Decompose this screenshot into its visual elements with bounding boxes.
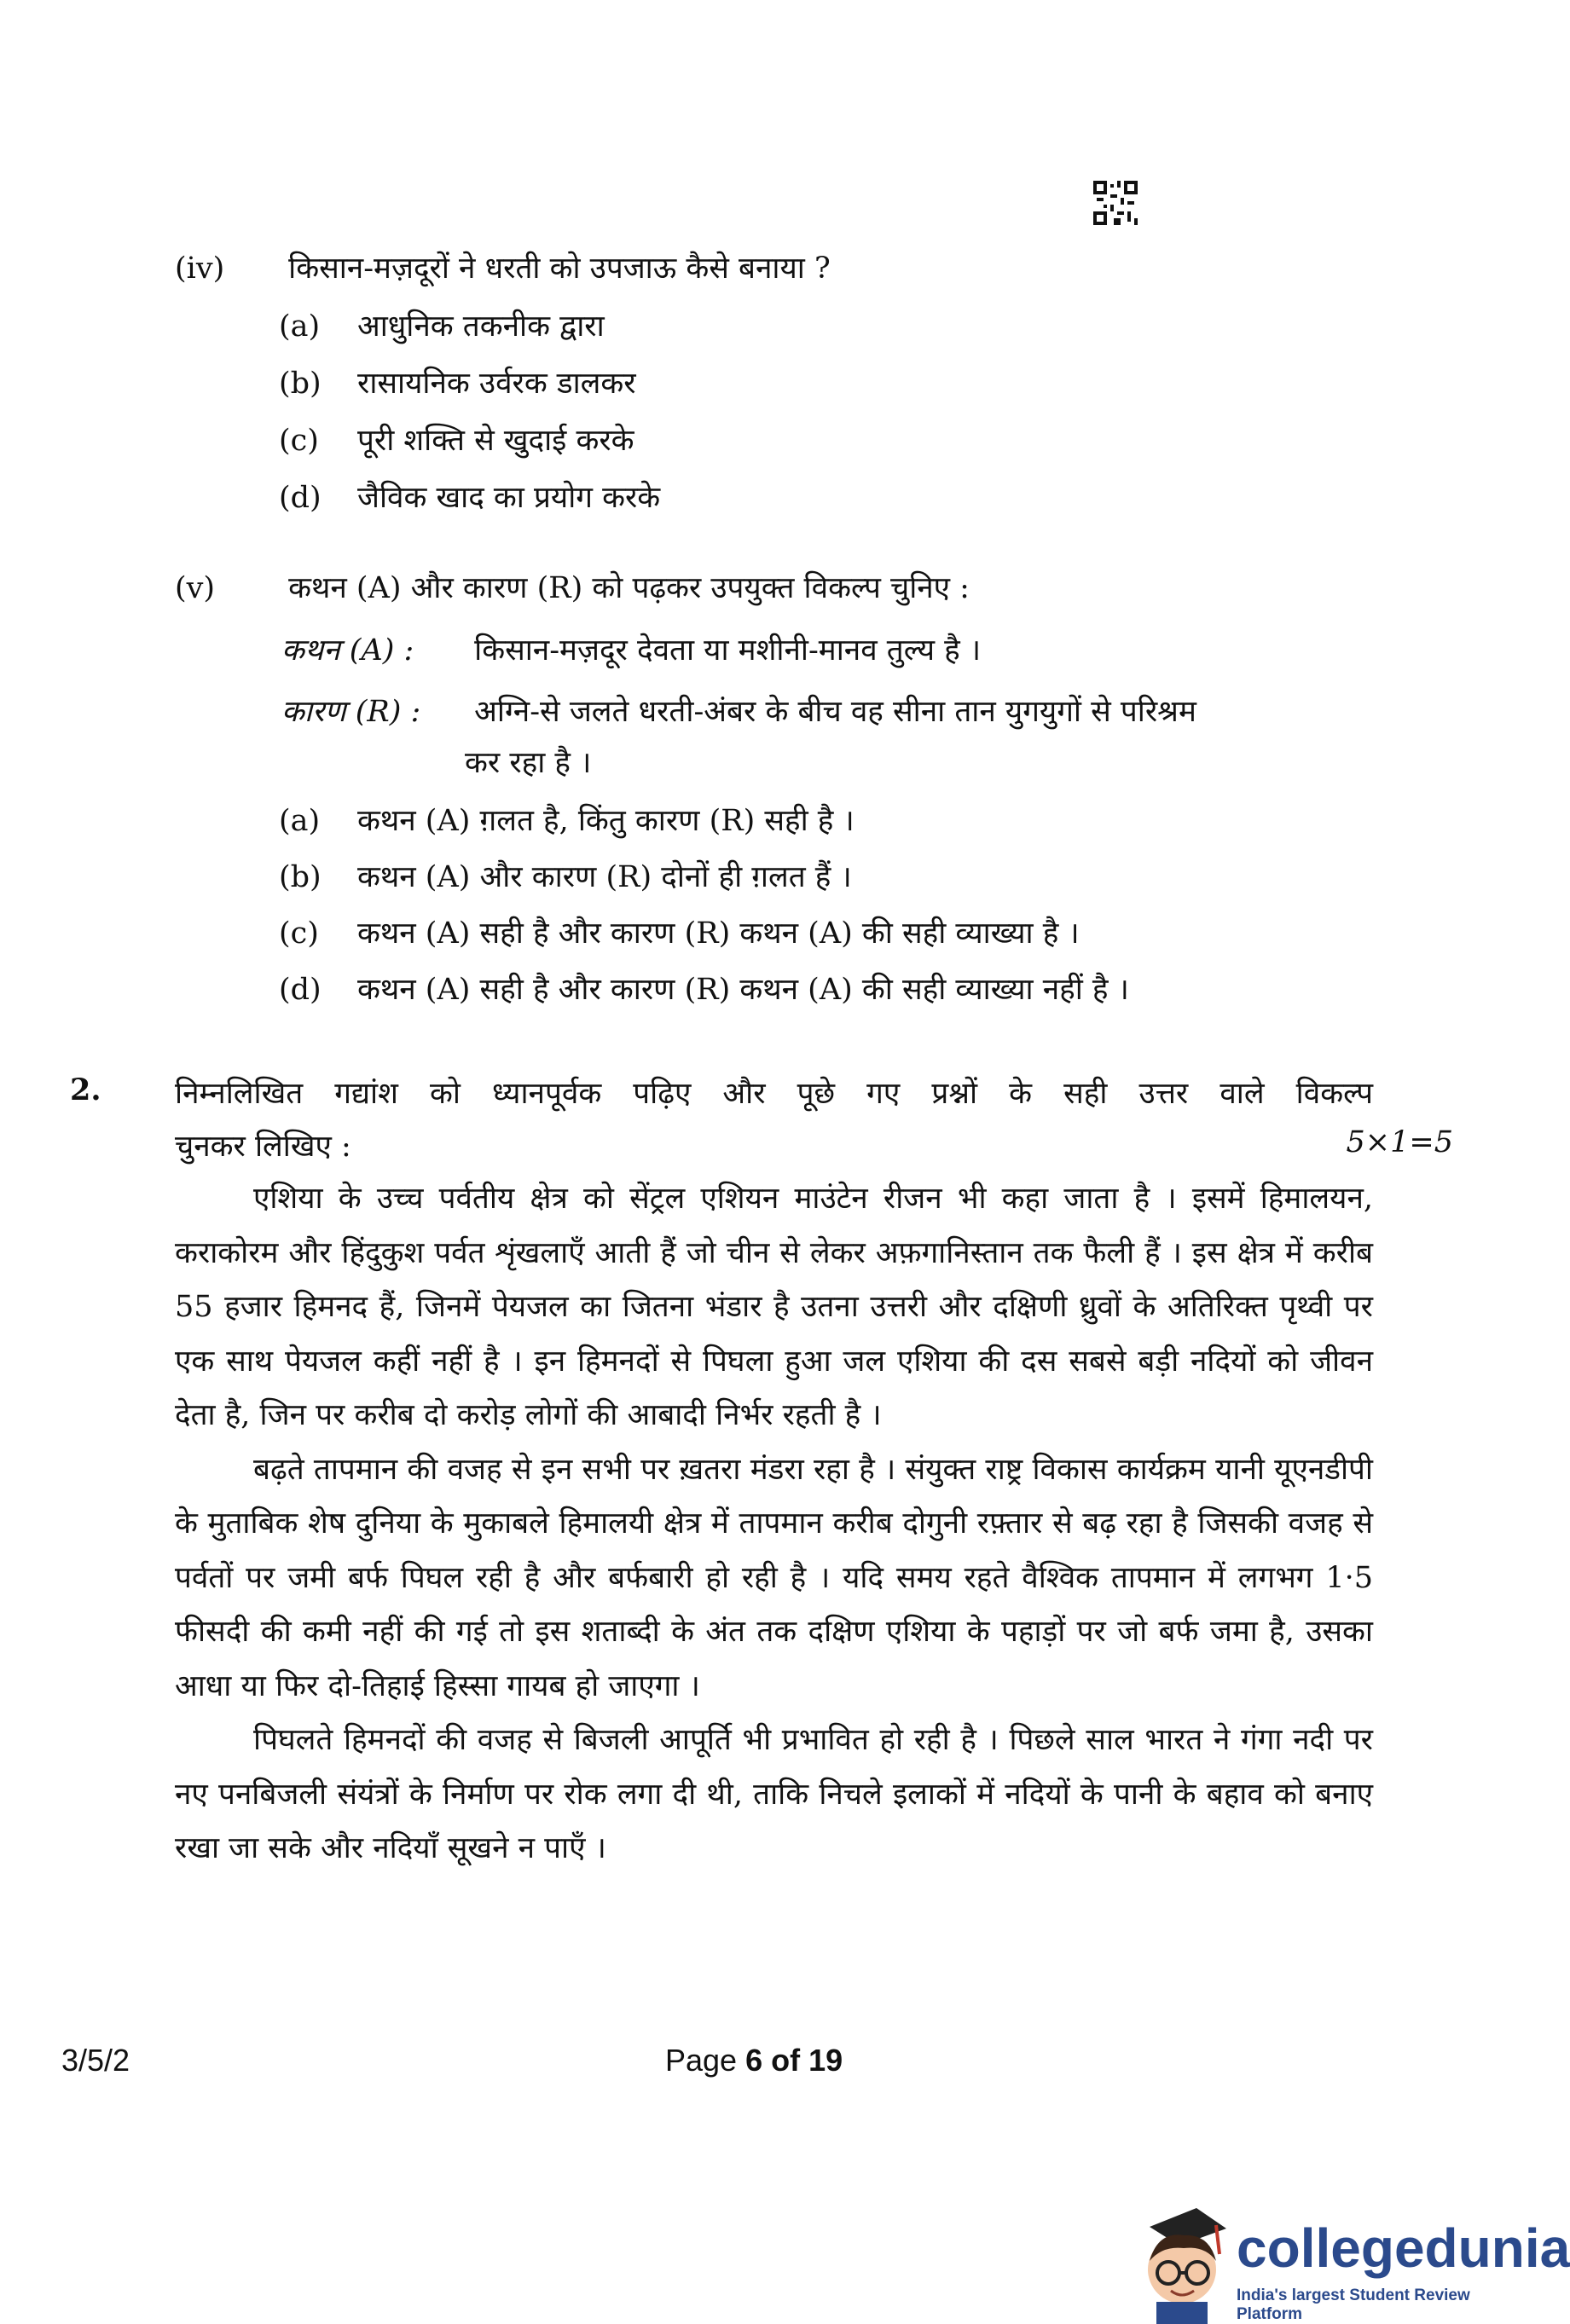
question-text: कथन (A) और कारण (R) को पढ़कर उपयुक्त विकल्प चुनिए : bbox=[288, 571, 970, 605]
option-label: (b) bbox=[279, 367, 322, 401]
assertion-text: किसान-मज़दूर देवता या मशीनी-मानव तुल्य है । bbox=[474, 633, 982, 668]
question-number: 2. bbox=[70, 1072, 101, 1107]
question-number: (iv) bbox=[175, 251, 225, 286]
assertion-label: कथन (A) : bbox=[281, 633, 414, 668]
question-v bbox=[175, 567, 970, 607]
option-text: कथन (A) सही है और कारण (R) कथन (A) की सही व्याख्या है । bbox=[357, 916, 1080, 951]
option-item bbox=[279, 362, 636, 402]
option-item bbox=[279, 477, 660, 517]
logo-name: collegedunia bbox=[1237, 2217, 1570, 2279]
page-indicator bbox=[665, 2043, 843, 2078]
option-item bbox=[279, 419, 634, 460]
option-label: (b) bbox=[279, 860, 322, 894]
option-item bbox=[279, 856, 852, 896]
page-of: of bbox=[762, 2043, 809, 2078]
option-text: कथन (A) ग़लत है, किंतु कारण (R) सही है । bbox=[357, 804, 855, 838]
option-text: रासायनिक उर्वरक डालकर bbox=[357, 367, 636, 401]
reason-row bbox=[281, 691, 1196, 731]
question-text: किसान-मज़दूरों ने धरती को उपजाऊ कैसे बनाया ? bbox=[288, 251, 831, 286]
option-item bbox=[279, 305, 605, 345]
qr-code-icon bbox=[1093, 181, 1138, 225]
paper-code: 3/5/2 bbox=[61, 2043, 130, 2078]
passage bbox=[175, 1172, 1373, 1876]
page-current: 6 bbox=[745, 2043, 763, 2078]
page-prefix: Page bbox=[665, 2043, 746, 2078]
option-text: आधुनिक तकनीक द्वारा bbox=[357, 309, 605, 344]
passage-paragraph: एशिया के उच्च पर्वतीय क्षेत्र को सेंट्रल एशियन माउंटेन रीजन भी कहा जाता है । इसमें हिमालयन, कराकोरम और हिंदुकुश पर्वत शृंखलाएँ आती हैं जो चीन से लेकर अफ़गानिस्तान तक फैली हैं । इस क्षेत्र में करीब 55 हजार हिमनद हैं, जिनमें पेयजल का जितना भंडार है उतना उत्तरी और दक्षिणी ध्रुवों के अतिरिक्त पृथ्वी पर एक साथ पेयजल कहीं नहीं है । इन हिमनदों से पिघला हुआ जल एशिया की दस सबसे बड़ी नदियों को जीवन देता है, जिन पर करीब दो करोड़ लोगों की आबादी निर्भर रहती है । bbox=[175, 1182, 1373, 1432]
option-text: कथन (A) और कारण (R) दोनों ही ग़लत हैं । bbox=[357, 860, 852, 894]
option-text: पूरी शक्ति से खुदाई करके bbox=[357, 424, 634, 458]
question-number: (v) bbox=[175, 571, 216, 605]
passage-paragraph: बढ़ते तापमान की वजह से इन सभी पर ख़तरा मंडरा रहा है । संयुक्त राष्ट्र विकास कार्यक्रम यानी यूएनडीपी के मुताबिक शेष दुनिया के मुकाबले हिमालयी क्षेत्र में तापमान करीब दोगुनी रफ़्तार से बढ़ रहा है जिसकी वजह से पर्वतों पर जमी बर्फ पिघल रही है और बर्फबारी हो रही है । यदि समय रहते वैश्विक तापमान में लगभग 1·5 फीसदी की कमी नहीं की गई तो इस शताब्दी के अंत तक दक्षिण एशिया के पहाड़ों पर जो बर्फ जमा है, उसका आधा या फिर दो-तिहाई हिस्सा गायब हो जाएगा । bbox=[175, 1452, 1373, 1703]
option-label: (a) bbox=[279, 804, 321, 838]
question-instruction-cont: चुनकर लिखिए : bbox=[175, 1130, 351, 1164]
option-label: (c) bbox=[279, 916, 319, 951]
passage-paragraph: पिघलते हिमनदों की वजह से बिजली आपूर्ति भी प्रभावित हो रही है । पिछले साल भारत ने गंगा नदी पर नए पनबिजली संयंत्रों के निर्माण पर रोक लगा दी थी, ताकि निचले इलाकों में नदियों के पानी के बहाव को बनाए रखा जा सके और नदियाँ सूखने न पाएँ । bbox=[175, 1723, 1373, 1865]
reason-label: कारण (R) : bbox=[281, 695, 421, 729]
option-item bbox=[279, 800, 855, 840]
option-label: (d) bbox=[279, 973, 322, 1007]
page-total: 19 bbox=[808, 2043, 843, 2078]
mascot-icon bbox=[1124, 2201, 1235, 2324]
collegedunia-logo bbox=[1124, 2201, 1570, 2324]
option-label: (c) bbox=[279, 424, 319, 458]
question-instruction: निम्नलिखित गद्यांश को ध्यानपूर्वक पढ़िए और पूछे गए प्रश्नों के सही उत्तर वाले विकल्प bbox=[175, 1077, 1373, 1111]
option-text: जैविक खाद का प्रयोग करके bbox=[357, 481, 661, 515]
question-iv bbox=[175, 247, 831, 287]
reason-text: अग्नि-से जलते धरती-अंबर के बीच वह सीना तान युगयुगों से परिश्रम bbox=[474, 695, 1196, 729]
option-label: (a) bbox=[279, 309, 321, 344]
option-item bbox=[279, 968, 1129, 1009]
option-item bbox=[279, 912, 1080, 952]
logo-tagline: India's largest Student Review Platform bbox=[1237, 2286, 1470, 2323]
assertion-row bbox=[281, 629, 981, 669]
reason-text-cont: कर रहा है । bbox=[465, 746, 592, 780]
marks-label: 5×1=5 bbox=[1346, 1125, 1453, 1159]
option-text: कथन (A) सही है और कारण (R) कथन (A) की सही व्याख्या नहीं है । bbox=[357, 973, 1129, 1007]
option-label: (d) bbox=[279, 481, 322, 515]
